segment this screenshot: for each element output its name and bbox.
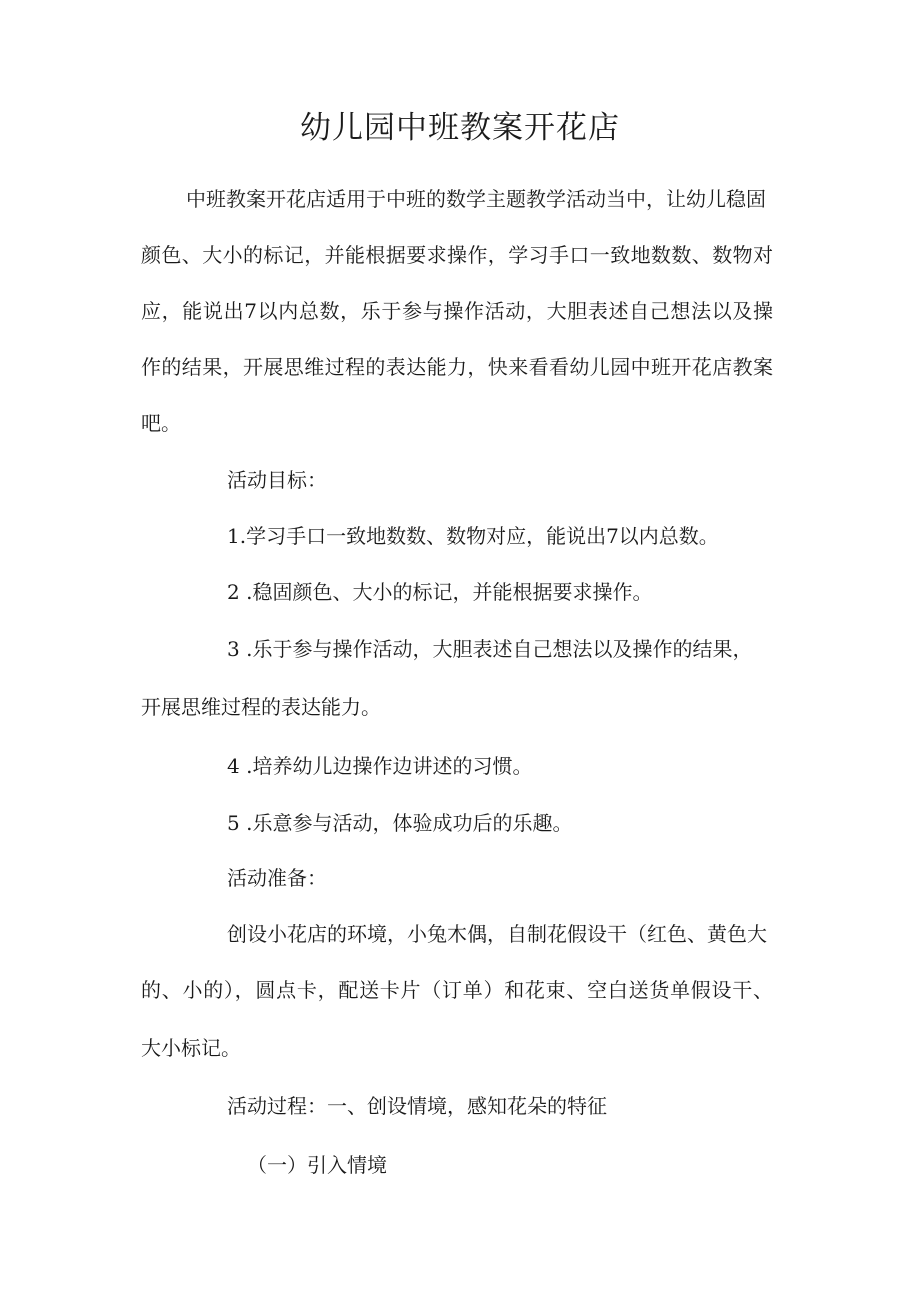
process-heading: 活动过程：一、创设情境，感知花朵的特征 bbox=[227, 1094, 607, 1118]
prep-heading: 活动准备： bbox=[227, 866, 327, 890]
process-subheading: （一）引入情境 bbox=[247, 1153, 387, 1177]
intro-line-2: 颜色、大小的标记，并能根据要求操作，学习手口一致地数数、数物对 bbox=[141, 243, 773, 267]
document-title: 幼儿园中班教案开花店 bbox=[300, 110, 620, 146]
prep-line-2: 的、小的），圆点卡，配送卡片（订单）和花束、空白送货单假设干、 bbox=[141, 978, 773, 1002]
intro-line-3: 应，能说出7以内总数，乐于参与操作活动，大胆表述自己想法以及操 bbox=[141, 299, 773, 323]
goal-item-5: 5 .乐意参与活动，体验成功后的乐趣。 bbox=[227, 811, 573, 835]
goal-item-3: 3 .乐于参与操作活动，大胆表述自己想法以及操作的结果， bbox=[227, 637, 753, 661]
goal-item-4: 4 .培养幼儿边操作边讲述的习惯。 bbox=[227, 754, 533, 778]
prep-line-1: 创设小花店的环境，小兔木偶，自制花假设干（红色、黄色大 bbox=[227, 922, 767, 946]
prep-line-3: 大小标记。 bbox=[141, 1036, 241, 1060]
goals-heading: 活动目标： bbox=[227, 468, 327, 492]
intro-line-1: 中班教案开花店适用于中班的数学主题教学活动当中，让幼儿稳固 bbox=[186, 187, 766, 211]
goal-item-1: 1.学习手口一致地数数、数物对应，能说出7以内总数。 bbox=[227, 524, 719, 548]
intro-line-5: 吧。 bbox=[141, 411, 181, 435]
goal-item-3-continued: 开展思维过程的表达能力。 bbox=[141, 695, 381, 719]
goal-item-2: 2 .稳固颜色、大小的标记，并能根据要求操作。 bbox=[227, 580, 653, 604]
intro-line-4: 作的结果，开展思维过程的表达能力，快来看看幼儿园中班开花店教案 bbox=[141, 355, 773, 379]
